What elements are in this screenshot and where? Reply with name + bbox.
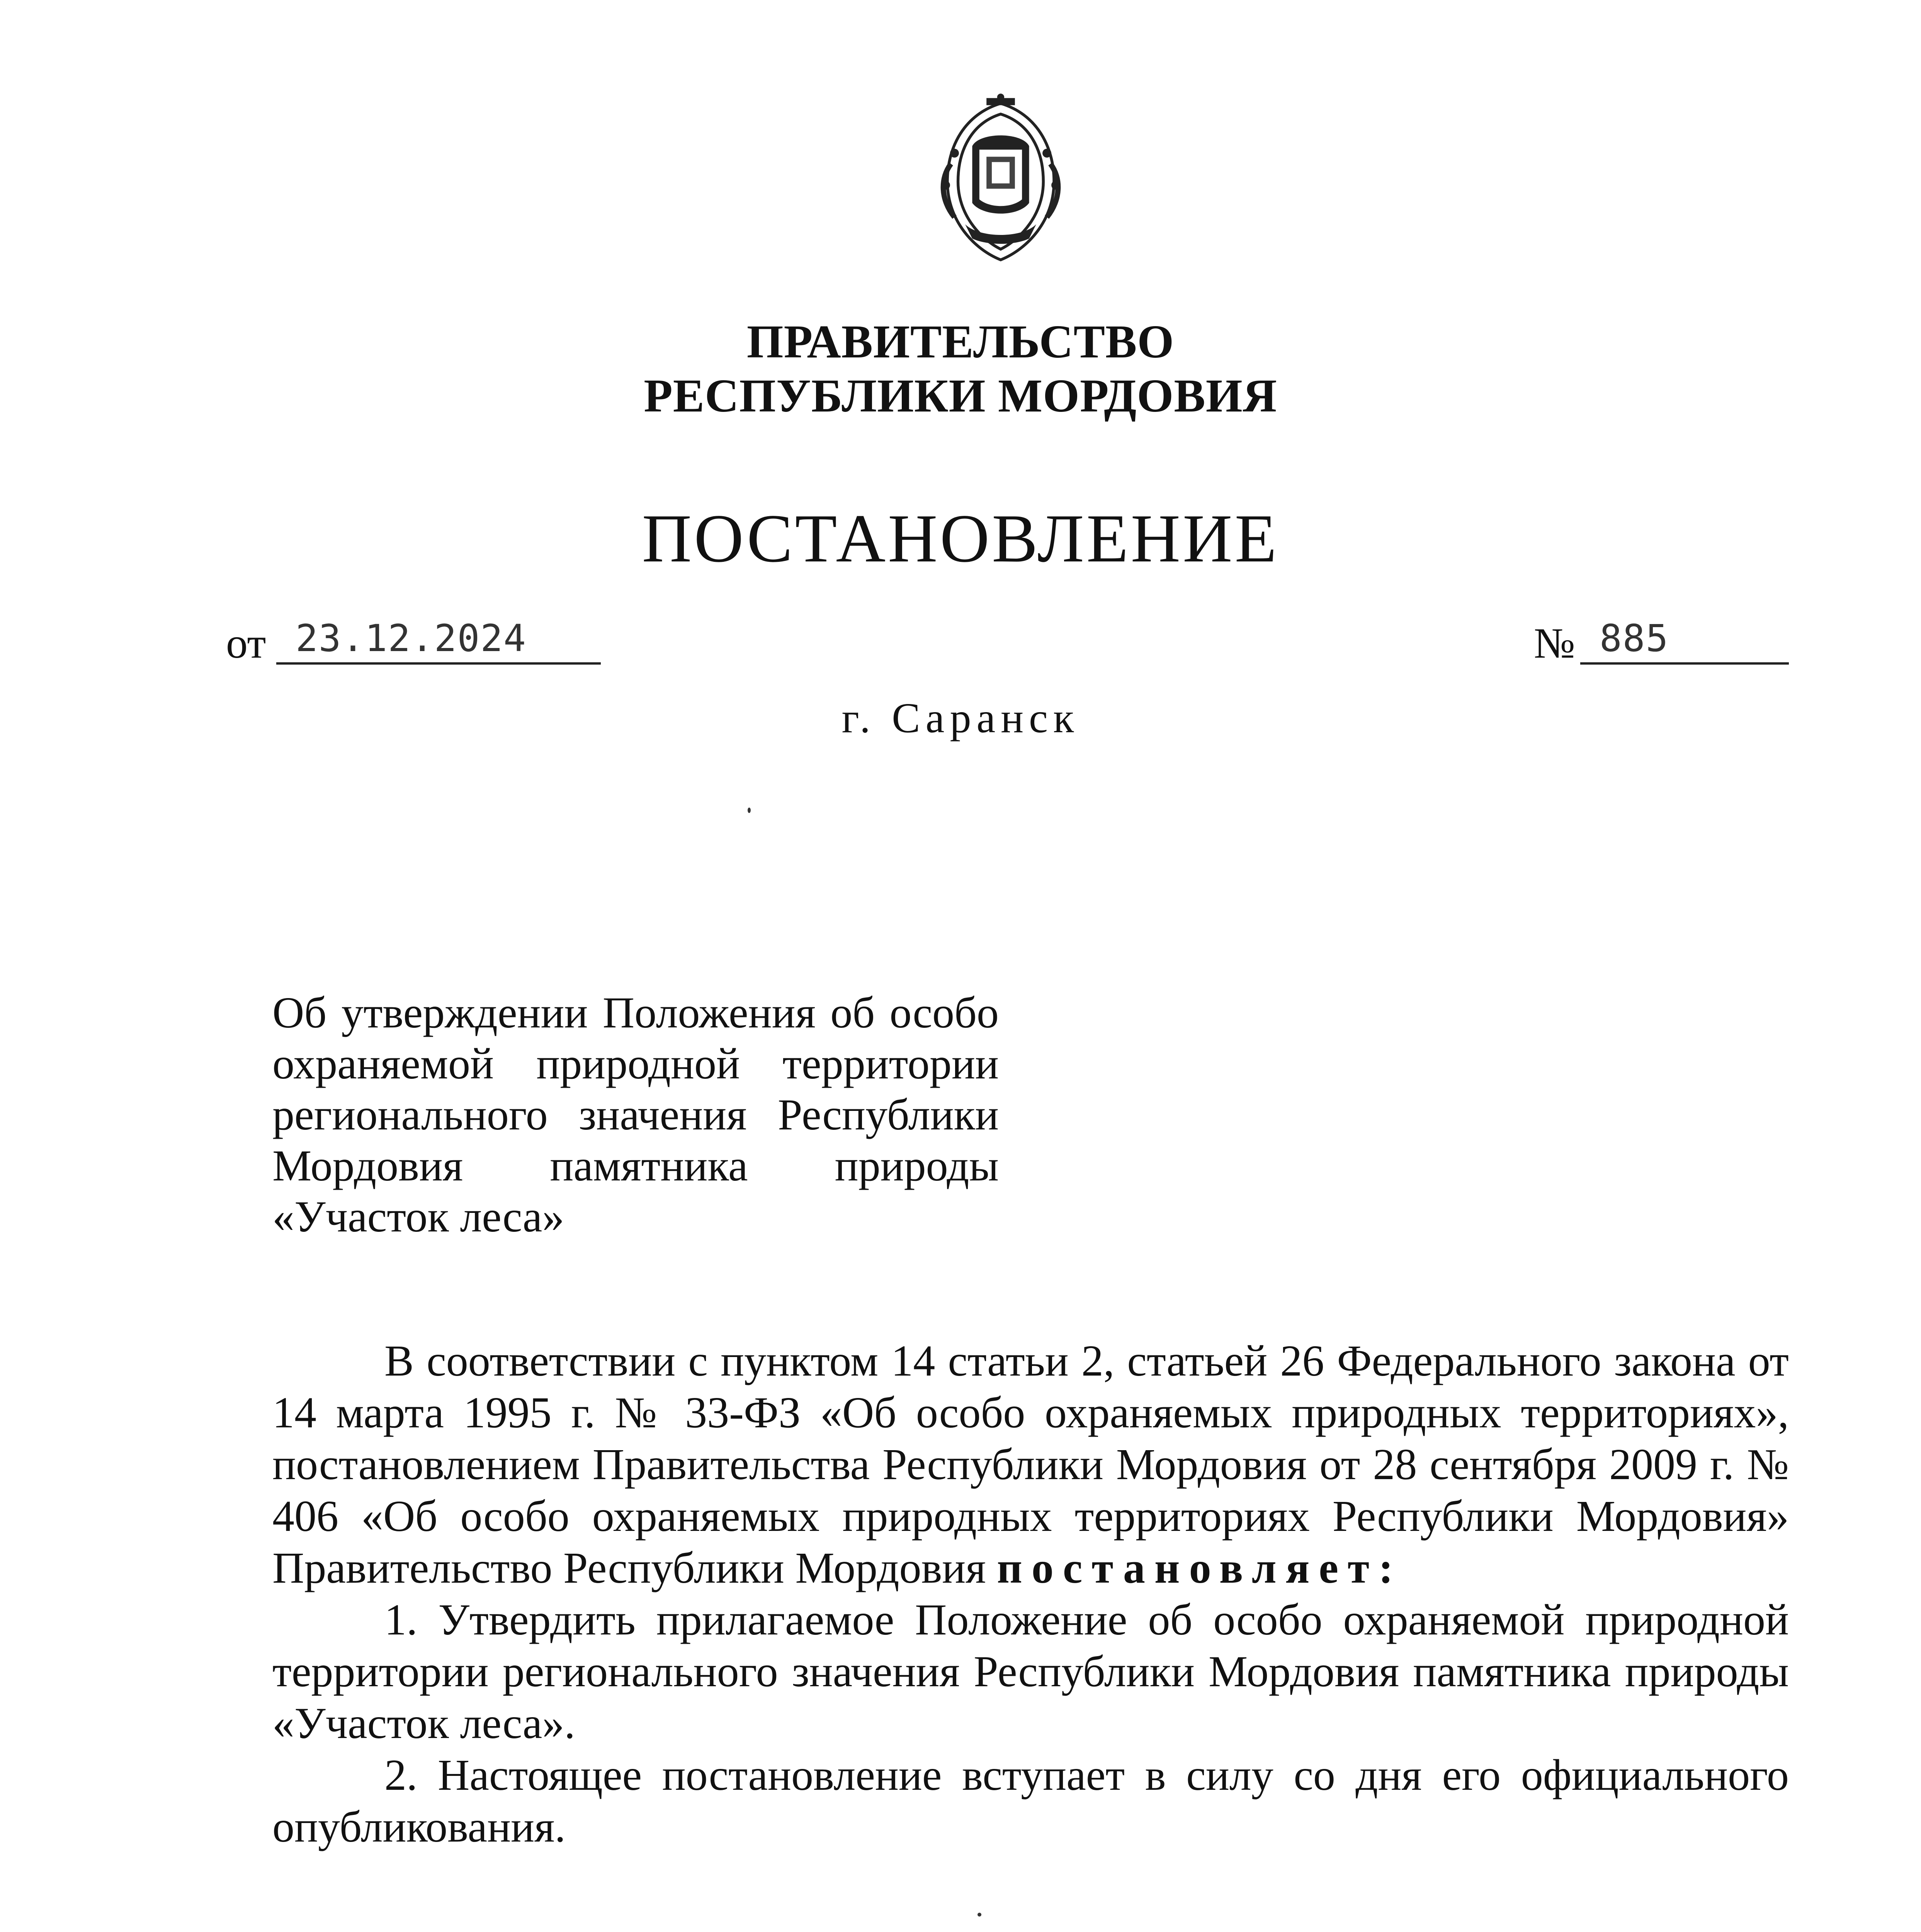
- coat-of-arms-emblem: [912, 93, 1090, 270]
- organization-name-line1: ПРАВИТЕЛЬСТВО: [746, 316, 1175, 368]
- date-block: [226, 614, 612, 676]
- date-field: [276, 616, 601, 665]
- document-date: 23.12.2024: [296, 617, 527, 660]
- document-subject: Об утверждении Положения об особо охраняемой природной территории регионального значения Республики Мордовия памятника природы «Участок леса»: [272, 988, 999, 1241]
- preamble-paragraph: [272, 1335, 1789, 1594]
- resolves-emphasis: постановляет:: [997, 1543, 1402, 1592]
- city: г. Саранск: [842, 694, 1080, 742]
- document-type-title: ПОСТАНОВЛЕНИЕ: [642, 500, 1279, 577]
- document-number: 885: [1600, 617, 1669, 660]
- scan-speck: [748, 808, 751, 813]
- clause-2: 2. Настоящее постановление вступает в силу со дня его официального опубликования.: [272, 1750, 1789, 1851]
- clause-1: 1. Утвердить прилагаемое Положение об особо охраняемой природной территории регионального значения Республики Мордовия памятника природы «Участок леса».: [272, 1595, 1789, 1748]
- preamble-text: В соответствии с пунктом 14 статьи 2, статьей 26 Федерального закона от 14 марта 1995 г. № 33-ФЗ «Об особо охраняемых природных территориях», постановлением Правительства Республики Мордовия от 28 сентября 2009 г. № 406 «Об особо охраняемых природных территориях Республики Мордовия» Правительство Республики Мордовия: [272, 1336, 1789, 1592]
- scan-speck: [978, 1913, 981, 1917]
- organization-name-line2: РЕСПУБЛИКИ МОРДОВИЯ: [644, 370, 1277, 422]
- number-field: [1580, 616, 1789, 665]
- number-block: [1534, 614, 1789, 676]
- number-prefix: №: [1534, 619, 1575, 667]
- document-body: [272, 1335, 1789, 1853]
- date-prefix: от: [226, 619, 266, 667]
